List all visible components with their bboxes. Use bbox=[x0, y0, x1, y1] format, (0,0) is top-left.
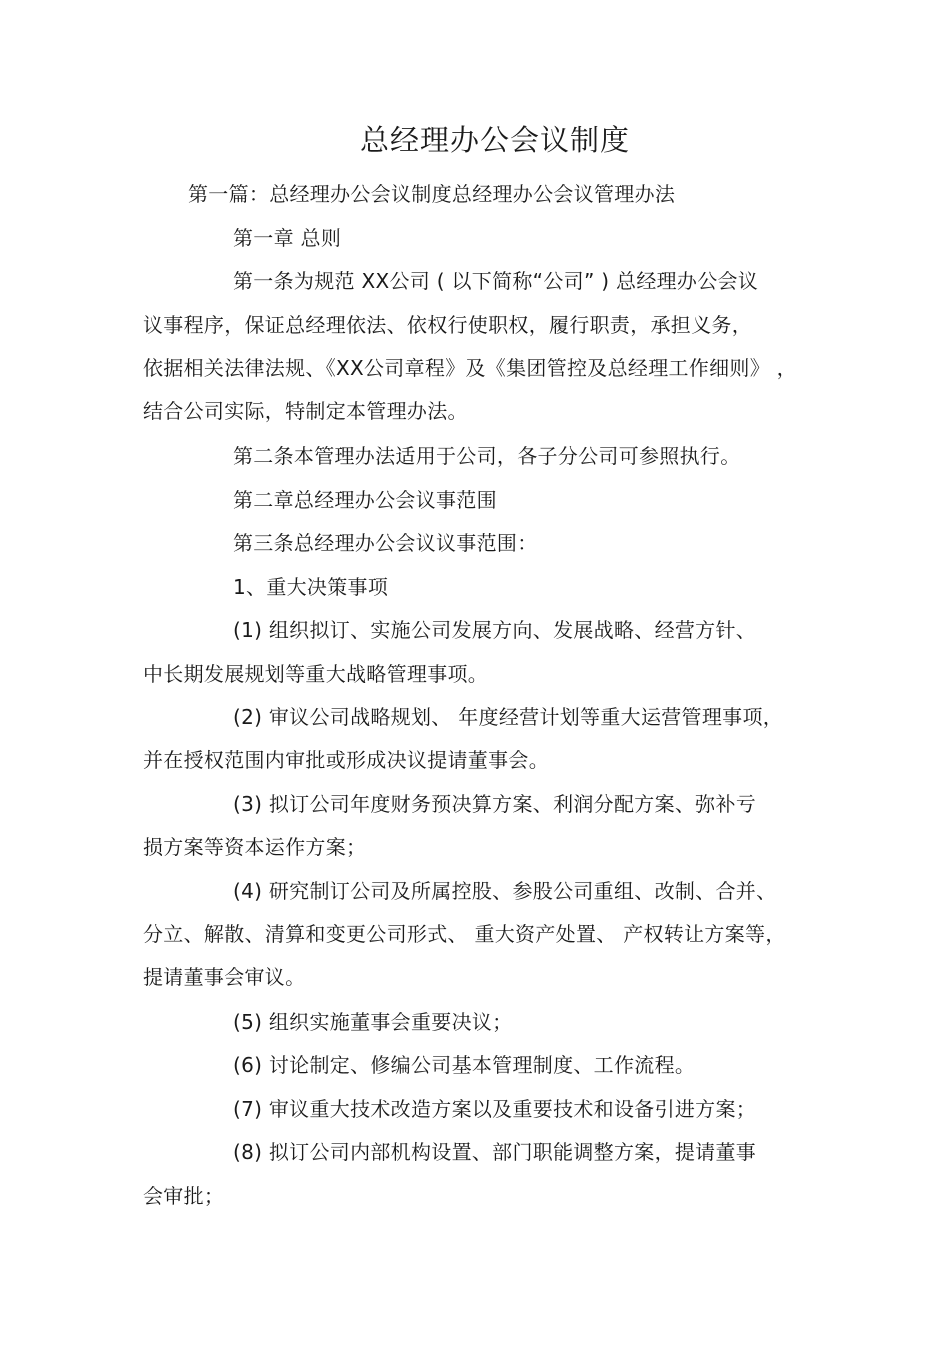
text-line: 第一章 总则 bbox=[233, 226, 342, 250]
text-line: 第三条总经理办公会议议事范围： bbox=[233, 531, 538, 555]
text-line: 结合公司实际，特制定本管理办法。 bbox=[143, 399, 468, 423]
text-line: (4) 研究制订公司及所属控股、参股公司重组、改制、合并、 bbox=[233, 879, 777, 903]
text-line: (6) 讨论制定、修编公司基本管理制度、工作流程。 bbox=[233, 1053, 696, 1077]
text-line: 损方案等资本运作方案； bbox=[143, 835, 367, 859]
text-line: 依据相关法律法规、《XX公司章程》及《集团管控及总经理工作细则》 ， bbox=[143, 356, 797, 380]
text-line: 第二章总经理办公会议事范围 bbox=[233, 488, 497, 512]
document-title: 总经理办公会议制度 bbox=[359, 123, 630, 157]
text-line: 并在授权范围内审批或形成决议提请董事会。 bbox=[143, 748, 549, 772]
text-line: 1、重大决策事项 bbox=[233, 575, 389, 599]
text-line: (2) 审议公司战略规划、 年度经营计划等重大运营管理事项， bbox=[233, 705, 784, 729]
text-line: 第一条为规范 XX公司 ( 以下简称“公司” ) 总经理办公会议 bbox=[233, 269, 759, 293]
text-line: 第一篇：总经理办公会议制度总经理办公会议管理办法 bbox=[188, 182, 676, 206]
text-line: (5) 组织实施董事会重要决议； bbox=[233, 1010, 513, 1034]
text-line: (8) 拟订公司内部机构设置、部门职能调整方案，提请董事 bbox=[233, 1140, 757, 1164]
text-line: 分立、解散、清算和变更公司形式、 重大资产处置、 产权转让方案等， bbox=[143, 922, 786, 946]
text-line: 议事程序，保证总经理依法、依权行使职权，履行职责，承担义务， bbox=[143, 313, 752, 337]
text-line: 会审批； bbox=[143, 1184, 225, 1208]
text-line: 第二条本管理办法适用于公司，各子分公司可参照执行。 bbox=[233, 444, 741, 468]
text-line: 中长期发展规划等重大战略管理事项。 bbox=[143, 662, 489, 686]
text-line: (7) 审议重大技术改造方案以及重要技术和设备引进方案； bbox=[233, 1097, 757, 1121]
text-line: 提请董事会审议。 bbox=[143, 965, 306, 989]
text-line: (3) 拟订公司年度财务预决算方案、利润分配方案、弥补亏 bbox=[233, 792, 757, 816]
text-line: (1) 组织拟订、实施公司发展方向、发展战略、经营方针、 bbox=[233, 618, 757, 642]
